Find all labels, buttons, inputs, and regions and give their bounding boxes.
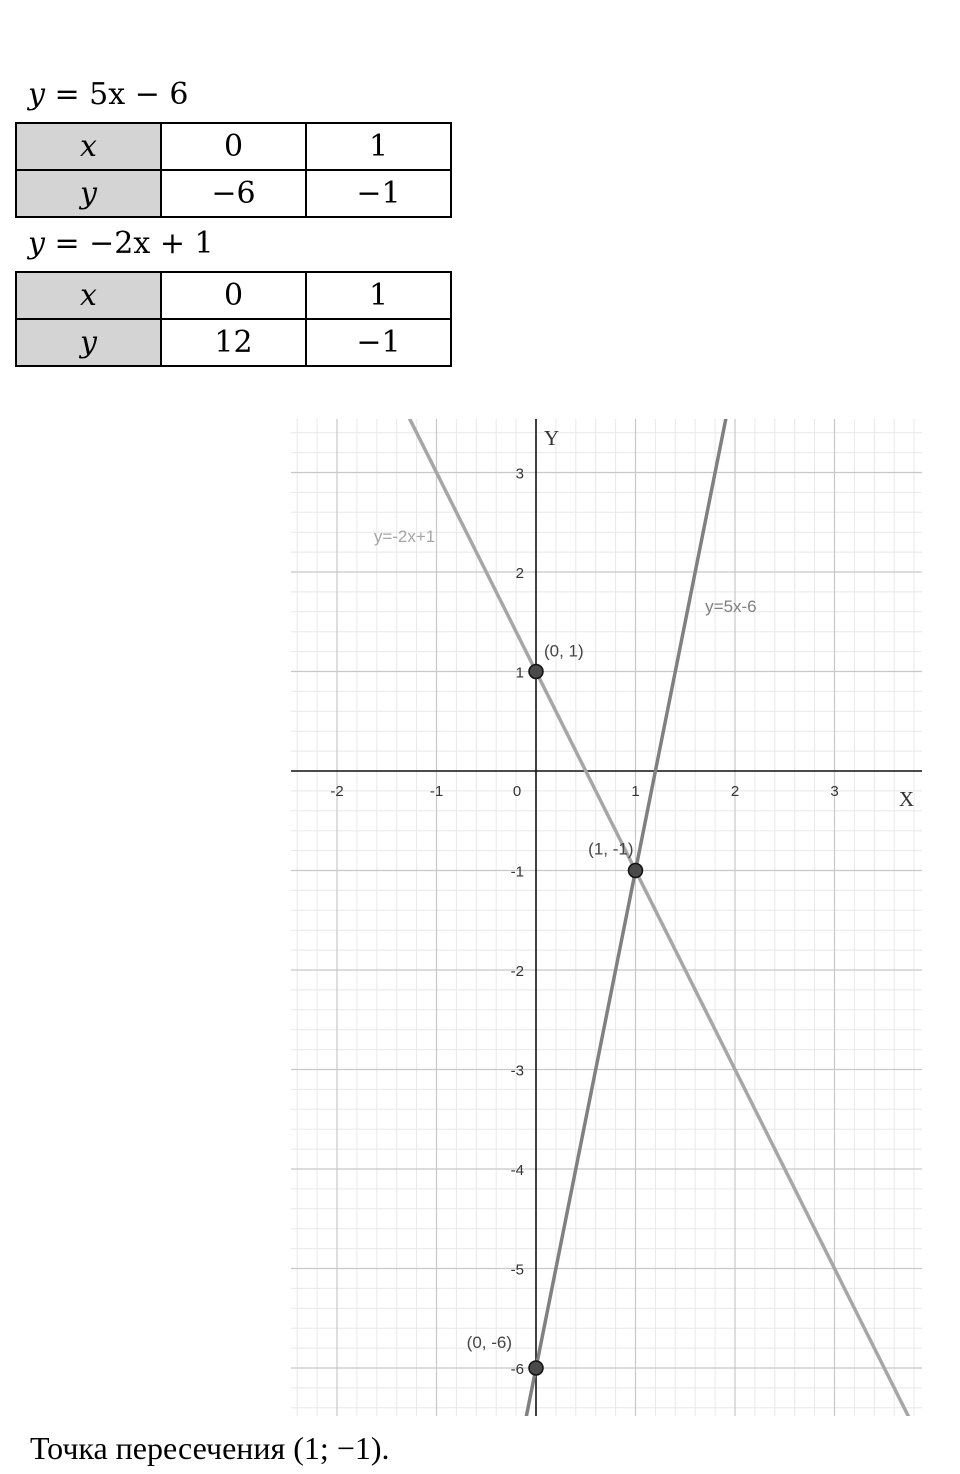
axes	[291, 419, 922, 1416]
x-tick-label: -1	[429, 783, 444, 800]
point-marker	[529, 1361, 543, 1375]
series-line	[193, 0, 960, 1474]
x-axis-label: X	[898, 787, 914, 811]
y-tick-label: -6	[510, 1361, 524, 1378]
table-header-x: x	[16, 272, 161, 319]
y-tick-label: 1	[515, 664, 524, 682]
y-tick-label: -1	[510, 863, 524, 881]
table-cell: 0	[161, 272, 306, 319]
table-cell: −1	[306, 170, 451, 217]
point-label: (1, -1)	[588, 839, 634, 859]
grid-minor-lines	[291, 419, 922, 1416]
point-marker	[529, 665, 543, 679]
point-label: (0, 1)	[544, 641, 584, 661]
table-header-y: y	[16, 319, 161, 366]
equation-1-lhs: y	[28, 77, 45, 112]
x-tick-label: 2	[730, 783, 740, 800]
y-axis-label: Y	[544, 426, 560, 450]
y-tick-label: 2	[515, 565, 524, 582]
table-cell: 1	[306, 123, 451, 170]
y-tick-label: -4	[510, 1162, 524, 1179]
equation-2-lhs: y	[28, 226, 45, 261]
table-cell: 0	[161, 123, 306, 170]
table-cell: 1	[306, 272, 451, 319]
table-cell: −1	[306, 319, 451, 366]
table-cell: 12	[161, 319, 306, 366]
table-header-x: x	[16, 123, 161, 170]
x-tick-label: 0	[512, 783, 522, 800]
x-tick-label: -2	[330, 783, 344, 800]
tick-labels	[330, 466, 838, 1379]
equation-1-rhs: = 5x − 6	[54, 77, 189, 112]
y-tick-label: -3	[510, 1062, 524, 1080]
table-header-y: y	[16, 170, 161, 217]
series-line	[193, 0, 960, 1474]
equation-2-rhs: = −2x + 1	[54, 226, 214, 261]
y-tick-label: 3	[515, 465, 524, 483]
function-lines	[193, 0, 960, 1474]
table-cell: −6	[161, 170, 306, 217]
y-tick-label: -2	[510, 963, 524, 980]
x-tick-label: 3	[830, 783, 839, 800]
point-marker	[629, 864, 643, 878]
grid-major-lines	[291, 419, 922, 1416]
y-tick-label: -5	[510, 1261, 524, 1279]
series-label: y=5x-6	[705, 596, 757, 616]
series-label: y=-2x+1	[373, 527, 436, 547]
point-label: (0, -6)	[466, 1333, 512, 1352]
x-tick-label: 1	[631, 783, 640, 800]
answer-text: Точка пересечения (1; −1).	[30, 1430, 390, 1466]
